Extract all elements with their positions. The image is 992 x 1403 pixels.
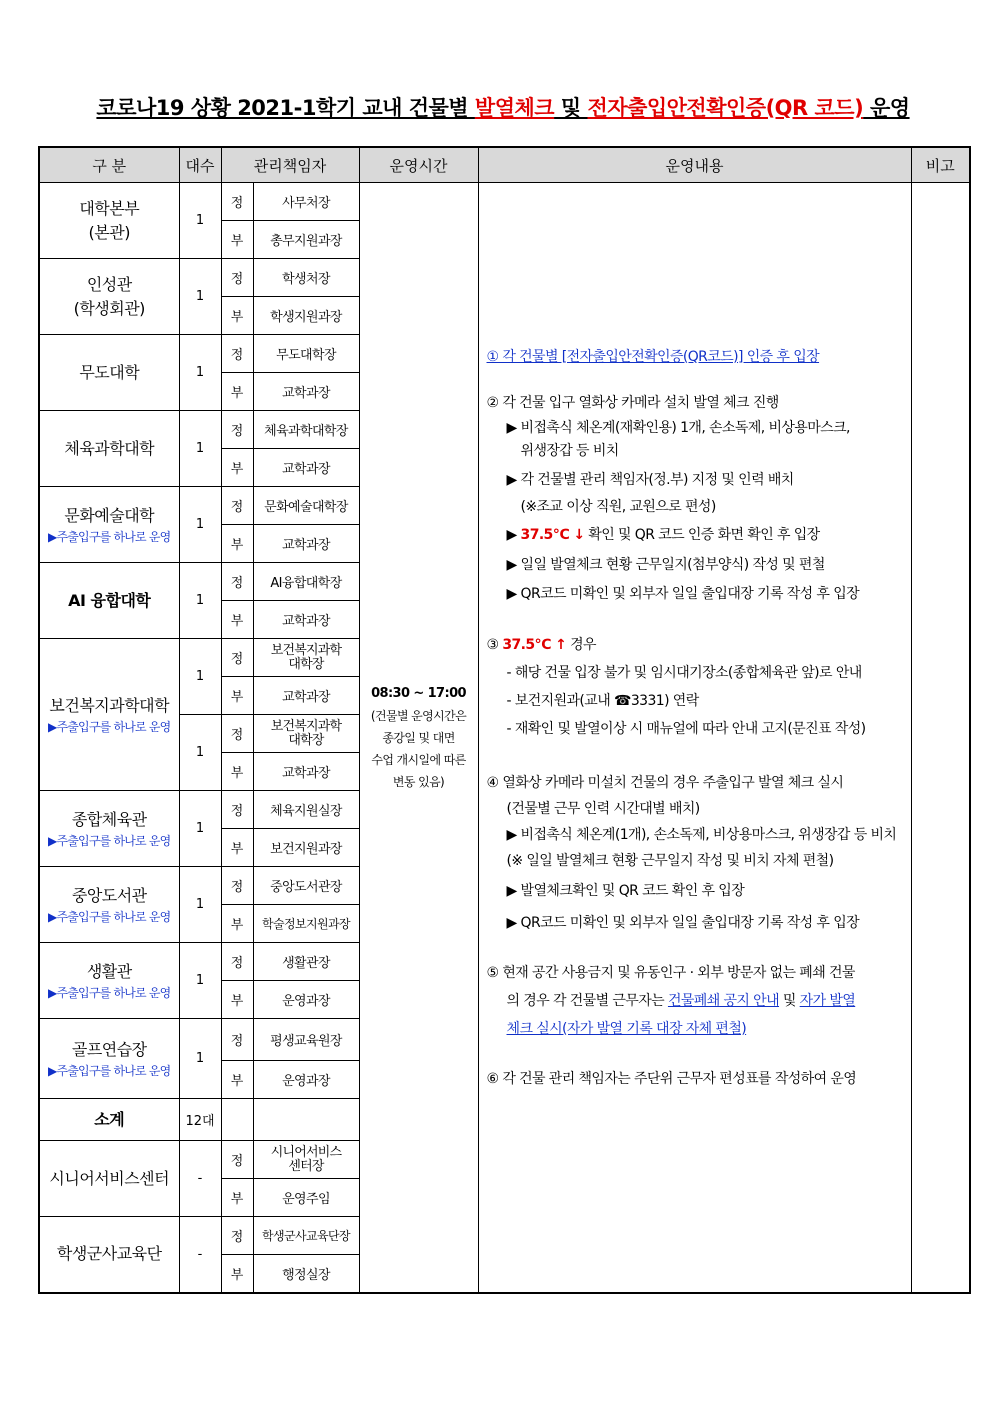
manager-sub: 행정실장: [253, 1255, 359, 1293]
manager-sub: 총무지원과장: [253, 221, 359, 259]
content-item-2e: ▶ QR코드 미확인 및 외부자 일일 출입대장 기록 작성 후 입장: [506, 586, 860, 602]
content-item-4c: (※ 일일 발열체크 현황 근무일지 작성 및 비치 자체 편철): [506, 853, 834, 869]
manager-main: 무도대학장: [253, 335, 359, 373]
content-item-5b-text: 의 경우 각 건물별 근무자는: [506, 993, 668, 1009]
operating-hours-cell: [359, 183, 478, 1293]
role-sub: 부: [221, 373, 253, 411]
content-item-5b-and: 및: [779, 993, 800, 1009]
header-row: [39, 147, 970, 183]
content-item-6: ⑥ 각 건물 관리 책임자는 주단위 근무자 편성표를 작성하여 운영: [486, 1071, 857, 1087]
table-row: [39, 183, 970, 221]
title-fever-check: 발열체크: [474, 96, 555, 120]
manager-main-line2: 대학장: [288, 732, 324, 748]
manager-sub: 운영과장: [253, 981, 359, 1019]
note-cell: [911, 183, 970, 1293]
closure-notice-link[interactable]: 건물폐쇄 공지 안내: [667, 993, 780, 1009]
manager-main-line1: 보건복지과학: [270, 718, 342, 734]
building-name: [39, 183, 179, 259]
content-item-3a: - 해당 건물 입장 불가 및 임시대기장소(종합체육관 앞)로 안내: [506, 665, 862, 681]
manager-main: 중앙도서관장: [253, 867, 359, 905]
content-item-1[interactable]: ① 각 건물별 [전자출입안전확인증(QR코드)] 인증 후 입장: [486, 349, 820, 365]
building-name-line1: 문화예술대학: [64, 505, 155, 525]
temp-below-threshold: 37.5℃ ↓: [520, 527, 585, 543]
role-main: 정: [221, 791, 253, 829]
role-sub: 부: [221, 981, 253, 1019]
manager-main-line2: 센터장: [288, 1158, 324, 1174]
header-hours: 운영시간: [359, 147, 478, 183]
manager-main: 생활관장: [253, 943, 359, 981]
role-main: 정: [221, 335, 253, 373]
content-item-4d: ▶ 발열체크확인 및 QR 코드 확인 후 입장: [506, 883, 745, 899]
building-name-line1: 체육과학대학: [64, 438, 155, 458]
device-count: 1: [179, 1019, 221, 1099]
content-item-5: ⑤ 현재 공간 사용금지 및 유동인구 · 외부 방문자 없는 폐쇄 건물: [486, 965, 855, 981]
manager-main: AI융합대학장: [253, 563, 359, 601]
content-item-2a-cont: 위생장갑 등 비치: [520, 443, 619, 459]
title-text-and: 및: [554, 96, 588, 120]
building-name-line1: AI 융합대학: [68, 590, 151, 610]
manager-sub: 운영과장: [253, 1061, 359, 1099]
subtotal-label: 소계: [94, 1109, 125, 1129]
content-item-2c-bullet: ▶: [506, 527, 521, 543]
entrance-note: ▶주출입구를 하나로 운영: [48, 833, 171, 848]
device-count: 1: [179, 639, 221, 715]
device-count: -: [179, 1141, 221, 1217]
role-main: 정: [221, 943, 253, 981]
building-name-line1: 학생군사교육단: [56, 1244, 162, 1264]
content-item-4b: ▶ 비접촉식 체온계(1개), 손소독제, 비상용마스크, 위생장갑 등 비치: [506, 827, 897, 843]
title-text-end: 운영: [863, 96, 910, 120]
temp-above-threshold: 37.5℃ ↑: [502, 637, 567, 653]
manager-main: 학생처장: [253, 259, 359, 297]
role-sub: 부: [221, 449, 253, 487]
hours-note-1: (건물별 운영시간은: [370, 708, 467, 723]
manager-main: 평생교육원장: [253, 1019, 359, 1061]
building-name-line1: 대학본부: [79, 198, 140, 218]
manager-sub: 교학과장: [253, 677, 359, 715]
role-main: 정: [221, 639, 253, 677]
building-name-line1: 보건복지과학대학: [49, 695, 170, 715]
building-name-line1: 중앙도서관: [71, 885, 147, 905]
manager-sub: 보건지원과장: [253, 829, 359, 867]
content-item-3c: - 재확인 및 발열이상 시 매뉴얼에 따라 안내 고지(문진표 작성): [506, 721, 866, 737]
device-count: 1: [179, 183, 221, 259]
role-main: 정: [221, 487, 253, 525]
manager-main: 학생군사교육단장: [253, 1217, 359, 1255]
device-count: 1: [179, 335, 221, 411]
device-count: 1: [179, 487, 221, 563]
content-item-4e: ▶ QR코드 미확인 및 외부자 일일 출입대장 기록 작성 후 입장: [506, 915, 860, 931]
content-item-3b: - 보건지원과(교내 ☎3331) 연락: [506, 693, 699, 709]
role-main: 정: [221, 867, 253, 905]
role-sub: 부: [221, 829, 253, 867]
content-item-2b-cont: (※조교 이상 직원, 교원으로 편성): [520, 499, 716, 515]
building-name-line1: 골프연습장: [71, 1039, 147, 1059]
operating-hours: 08:30 ~ 17:00: [371, 685, 466, 701]
building-name-line1: 시니어서비스센터: [49, 1168, 170, 1188]
manager-main-line2: 대학장: [288, 656, 324, 672]
building-name-line1: 인성관: [86, 274, 132, 294]
role-main: 정: [221, 259, 253, 297]
content-item-4: ④ 열화상 카메라 미설치 건물의 경우 주출입구 발열 체크 실시: [486, 775, 844, 791]
manager-sub: 교학과장: [253, 753, 359, 791]
role-main: 정: [221, 411, 253, 449]
role-sub: 부: [221, 753, 253, 791]
role-sub: 부: [221, 1179, 253, 1217]
subtotal-count: 12대: [179, 1099, 221, 1141]
manager-sub: 교학과장: [253, 601, 359, 639]
manager-main: 문화예술대학장: [253, 487, 359, 525]
building-name-line1: 무도대학: [79, 362, 140, 382]
device-count: -: [179, 1217, 221, 1293]
entrance-note: ▶주출입구를 하나로 운영: [48, 1063, 171, 1078]
manager-sub: 학생지원과장: [253, 297, 359, 335]
role-main: 정: [221, 1217, 253, 1255]
entrance-note: ▶주출입구를 하나로 운영: [48, 909, 171, 924]
building-name-line2: (학생회관): [73, 298, 145, 318]
device-count: 1: [179, 943, 221, 1019]
content-item-5b: [487, 987, 907, 1015]
manager-main: 사무처장: [253, 183, 359, 221]
operation-content-cell: [478, 183, 911, 1293]
content-item-2b: ▶ 각 건물별 관리 책임자(정.부) 지정 및 인력 배치: [506, 472, 794, 488]
manager-sub: 운영주임: [253, 1179, 359, 1217]
content-item-2d: ▶ 일일 발열체크 현황 근무일지(첨부양식) 작성 및 편철: [506, 557, 825, 573]
content-item-2c-text: 확인 및 QR 코드 인증 화면 확인 후 입장: [584, 527, 820, 543]
entrance-note: ▶주출입구를 하나로 운영: [48, 529, 171, 544]
hours-note-2: 종강일 및 대면: [382, 730, 455, 745]
header-count: 대수: [179, 147, 221, 183]
role-main: 정: [221, 183, 253, 221]
device-count: 1: [179, 411, 221, 487]
building-name-line1: 생활관: [86, 961, 132, 981]
role-sub: 부: [221, 677, 253, 715]
device-count: 1: [179, 563, 221, 639]
title-text: 코로나19 상황 2021-1학기 교내 건물별: [96, 96, 475, 120]
title-qr-code: 전자출입안전확인증(QR 코드): [587, 96, 864, 120]
manager-main-line1: 시니어서비스: [270, 1144, 342, 1160]
header-note: 비고: [911, 147, 970, 183]
manager-main-line1: 보건복지과학: [270, 642, 342, 658]
self-check-link[interactable]: 자가 발열: [799, 993, 856, 1009]
page-title: [38, 92, 968, 122]
manager-sub: 교학과장: [253, 525, 359, 563]
device-count: 1: [179, 791, 221, 867]
entrance-note: ▶주출입구를 하나로 운영: [48, 719, 171, 734]
device-count: 1: [179, 259, 221, 335]
manager-sub: 교학과장: [253, 373, 359, 411]
manager-main: 체육과학대학장: [253, 411, 359, 449]
header-manager: 관리책임자: [221, 147, 359, 183]
role-sub: 부: [221, 221, 253, 259]
role-main: 정: [221, 1141, 253, 1179]
self-check-link-cont[interactable]: 체크 실시(자가 발열 기록 대장 자체 편철): [506, 1021, 747, 1037]
manager-sub: 학술정보지원과장: [253, 905, 359, 943]
role-main: 정: [221, 715, 253, 753]
content-item-4a: (건물별 근무 인력 시간대별 배치): [506, 801, 700, 817]
operation-table: [38, 146, 971, 1294]
content-item-2a: ▶ 비접촉식 체온계(재확인용) 1개, 손소독제, 비상용마스크,: [506, 420, 850, 436]
entrance-note: ▶주출입구를 하나로 운영: [48, 985, 171, 1000]
hours-note-3: 수업 개시일에 따른: [371, 752, 466, 767]
role-main: 정: [221, 1019, 253, 1061]
manager-main: 체육지원실장: [253, 791, 359, 829]
content-item-2: ② 각 건물 입구 열화상 카메라 설치 발열 체크 진행: [486, 395, 779, 411]
device-count: 1: [179, 715, 221, 791]
role-sub: 부: [221, 297, 253, 335]
header-content: 운영내용: [478, 147, 911, 183]
content-item-3-text: 경우: [566, 637, 596, 653]
building-name-line1: 종합체육관: [71, 809, 147, 829]
hours-note-4: 변동 있음): [392, 774, 445, 789]
role-sub: 부: [221, 525, 253, 563]
device-count: 1: [179, 867, 221, 943]
role-main: 정: [221, 563, 253, 601]
role-sub: 부: [221, 601, 253, 639]
manager-sub: 교학과장: [253, 449, 359, 487]
header-category: 구 분: [39, 147, 179, 183]
content-item-2c: [487, 517, 907, 553]
building-name-line2: (본관): [88, 222, 130, 242]
role-sub: 부: [221, 905, 253, 943]
role-sub: 부: [221, 1061, 253, 1099]
content-item-3: [487, 631, 907, 659]
role-sub: 부: [221, 1255, 253, 1293]
content-item-3-num: ③: [486, 637, 503, 653]
